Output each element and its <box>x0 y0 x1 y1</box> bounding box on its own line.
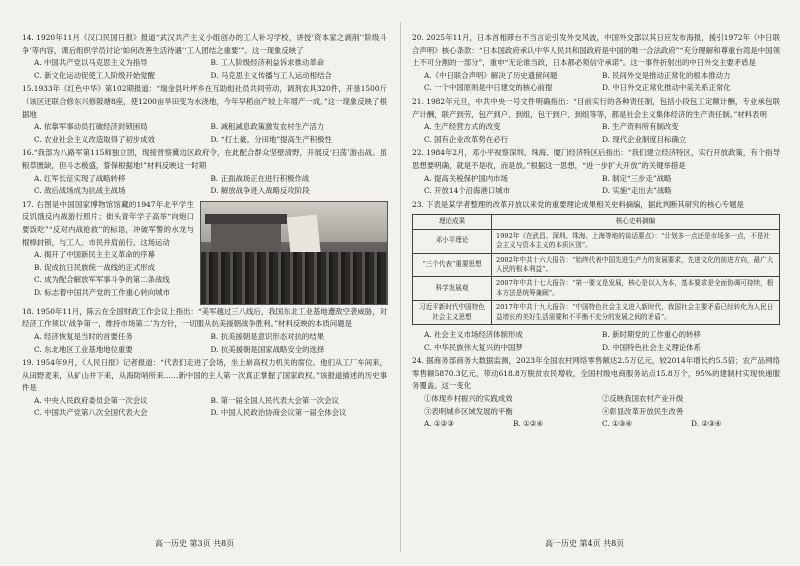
option-a: A. 经济恢复是当时的首要任务 <box>34 331 133 341</box>
table-cell: 习近平新时代中国特色社会主义思想 <box>413 301 492 325</box>
option-c: C. 新文化运动促使工人阶级开始觉醒 <box>34 70 155 80</box>
page-footer-left: 高一历史 第3页 共8页 <box>155 539 235 548</box>
left-page <box>22 32 387 421</box>
question-stem: 19. 1954年9月，《人民日报》记者报道：“代表们走进了会场，坐上崭高权力机关的席位。他们从工厂车间来，从田野麦来，从矿山井下来，从海防哨所来……新中国的主人第一次真正掌握了国家政权。”该报道描述的历史事件是 <box>22 358 387 393</box>
question-stem: 18. 1950年11月，陈云在全国财政工作会议上指出：“美军越过三八线后，我国东北工业基地遭敌空袭威胁，对经济工作须以‘战争第一，维持市场第二’为方针，一切服从抗美援朝战争胜利。”材料反映的本质问题是 <box>22 306 387 329</box>
question-stem: 15.1933年《红色中华》第102期报道：“瑞金县叶坪乡在互助组社员共同劳动，调剂农具320件，开垦1500斤（该区还联合修东兴修陂塘8座，使1200亩旱田变为水浇地，今年早稻亩产较上年增产一成。”这一现象反映了根据地 <box>22 84 387 119</box>
option-b: B. 新时期党的工作重心的转移 <box>602 329 701 339</box>
statement-1: ①体现乡村振兴的实践成效 <box>424 393 513 403</box>
statement-3: ③表明城乡区域发展的平衡 <box>424 406 513 416</box>
option-d: D. 标志着中国共产党的工作重心转向城市 <box>34 287 171 297</box>
option-b: B. 生产资料所有制改变 <box>602 122 679 132</box>
table-cell: 邓小平理论 <box>413 229 492 253</box>
options <box>412 418 780 431</box>
option-b: B. 抗美援朝是意识形态对抗的结果 <box>210 331 325 341</box>
options <box>22 173 387 198</box>
question-stem: 22. 1984年2月，邓小平视察深圳、珠海、厦门经济特区后指出：“我们建立经济特区，实行开放政策，有个指导思想要明确，就是不是收，而是放。”根据这一思想，“进一步扩大开放”的关键举措是 <box>412 148 780 170</box>
options <box>22 121 387 146</box>
question-stem: 23. 下表是某学者整理的改革开放以来党的重要理论成果相关史料摘编，据此判断其研究的核心专题是 <box>412 199 744 209</box>
question-24 <box>412 355 780 431</box>
option-a: A. 红军长征实现了战略转移 <box>34 173 126 183</box>
table-row <box>413 301 780 325</box>
table-cell: 2017年中共十九大报告：“中国特色社会主义进入新时代，我国社会主要矛盾已经转化为人民日益增长的美好生活需要和不平衡不充分的发展之间的矛盾”。 <box>492 301 780 325</box>
option-d: D. 马克思主义传播与工人运动相结合 <box>210 70 332 80</box>
options <box>412 173 780 198</box>
table-cell: 2007年中共十七大报告：“第一要义是发展，核心是以人为本，基本要求是全面协调可持续，根本方法是统筹兼顾”。 <box>492 277 780 301</box>
options <box>22 395 387 420</box>
options <box>22 57 387 82</box>
question-stem: 16.“我部为八路军第115师独立团，现接晋察冀边区政府令，在此配合群众坚壁清野，开展反‘扫荡’游击战。虽粮草匮缺，但斗志极盛，誓保根据地!”材料反映这一时期 <box>22 148 387 170</box>
table-header: 理论成果 <box>413 215 492 229</box>
option-b: B. 民间外交是推动正常化的根本推动力 <box>602 70 731 80</box>
statement-4: ④彰显改革开放民生改善 <box>602 406 684 416</box>
table-header: 核心史料摘编 <box>492 215 780 229</box>
statement-2: ②反映我国农村产业升级 <box>602 393 684 403</box>
question-16 <box>22 147 387 197</box>
option-b: B. 工人阶级经济利益诉求推动革命 <box>210 58 325 68</box>
right-page <box>412 32 780 432</box>
question-stem: 21. 1982年元旦，中共中央一号文件明确指出：“目前实行的各种责任制，包括小段包工定额计酬，专业承包联产计酬，联产到劳，包产到户、到组，包干到户、到组等等，都是社会主义集体经济的生产责任制。”材料表明 <box>412 96 780 119</box>
options <box>22 331 387 356</box>
option-c: C. 国有企业改革势在必行 <box>424 134 508 144</box>
option-c: C. 农业社会主义改造取得了初步成效 <box>34 134 155 144</box>
option-a: A. 中国共产党以马克思主义为指导 <box>34 58 148 68</box>
option-d: D. 中国人民政治协商会议第一届全体会议 <box>210 408 347 418</box>
table-cell: 2002年中共十六大报告：“始终代表中国先进生产力的发展要求，先进文化的前进方向，最广大人民的根本利益”。 <box>492 253 780 277</box>
question-18 <box>22 306 387 356</box>
table-row <box>413 229 780 253</box>
table-row <box>413 277 780 301</box>
question-14 <box>22 32 387 82</box>
option-c: C. 开放14个沿海港口城市 <box>424 186 511 196</box>
option-d: D. ②③④ <box>691 419 722 429</box>
page-divider <box>400 22 401 552</box>
option-b: B. 第一届全国人民代表大会第一次会议 <box>210 395 339 405</box>
option-a: A. ①②③ <box>424 419 454 429</box>
options <box>412 70 780 95</box>
source-table <box>412 214 780 325</box>
option-a: A. 生产经营方式的改变 <box>424 122 501 132</box>
question-15 <box>22 83 387 146</box>
page-footer-right: 高一历史 第4页 共8页 <box>545 539 625 548</box>
option-d: D. 中国特色社会主义理论体系 <box>602 342 702 352</box>
question-stem: 20. 2025年11月，日本首相滞台不当言论引发外交风波，中国外交部以其日应发布海报，援引1972年《中日联合声明》核心条款：“日本国政府承认中华人民共和国政府是中国的唯一合法政府”“充分理解和尊重台湾是中国领土不可分割的一部分”，重申“无论谁当政，日本都必须信守承诺”。这一事件折射出的中日外交主要矛盾是 <box>412 33 780 68</box>
question-stem: 14. 1920年11月《汉口民国日报》报道“武汉共产主义小组创办的工人补习学校，讲授‘资本家之剥削’‘阶级斗争’等内容，课后组织学员讨论‘如何改善生活待遇’‘工人团结之重要’”。这一现象反映了 <box>22 33 387 55</box>
option-d: D. 实施“走出去”战略 <box>602 186 672 196</box>
option-c: C. 成为配合解放军军事斗争的第二条战线 <box>34 275 170 285</box>
table-cell: 1992年《在武昌、深圳、珠海、上海等地的谈话要点》：“计划多一点还是市场多一点，不是社会主义与资本主义的本质区别”。 <box>492 229 780 253</box>
option-c: C. 中国共产党第八次全国代表大会 <box>34 408 148 418</box>
option-d: D. 中日外交正常化推动中美关系正常化 <box>602 83 731 93</box>
options <box>412 329 780 354</box>
option-a: A. 中央人民政府委员会第一次会议 <box>34 395 148 405</box>
options <box>412 121 780 146</box>
question-19 <box>22 357 387 420</box>
question-stem: 24. 据商务部商务大数据监测，2023年全国农村网络零售额达2.5万亿元，较2014年增长约5.5倍；农产品网络零售额5870.3亿元，带动618.8万脱贫农民增收，全国村级电商服务站点15.8万个，95%的建制村实现快递服务覆盖。这一变化 <box>412 356 780 391</box>
option-d: D. 解放战争进入战略反攻阶段 <box>210 186 310 196</box>
statements <box>412 393 780 418</box>
option-c: C. 中华民族伟大复兴的中国梦 <box>424 342 523 352</box>
question-17 <box>22 199 387 305</box>
question-20 <box>412 32 780 95</box>
option-c: C. 一个中国原则是中日建交的核心前提 <box>424 83 553 93</box>
option-a: A. 依靠军事动员打破经济封锁困局 <box>34 122 148 132</box>
option-c: C. 东北地区工业基地地位重要 <box>34 344 133 354</box>
option-b: B. 促成抗日民族统一战线的正式形成 <box>34 262 155 272</box>
option-c: C. 敌后战场成为抗战主战场 <box>34 186 126 196</box>
option-a: A. 社会主义市场经济体制形成 <box>424 329 523 339</box>
option-d: D. “打土豪，分田地”提高生产积极性 <box>210 134 332 144</box>
table-cell: 科学发展观 <box>413 277 492 301</box>
option-b: B. 制定“三步走”战略 <box>602 173 672 183</box>
question-22 <box>412 147 780 197</box>
option-b: B. 减租减息政策激发农村生产活力 <box>210 122 325 132</box>
option-c: C. ①③④ <box>602 419 632 429</box>
protest-photo <box>200 201 388 305</box>
table-cell: “三个代表”重要思想 <box>413 253 492 277</box>
option-a: A.《中日联合声明》解决了历史遗留问题 <box>424 70 558 80</box>
option-d: D. 现代企业制度目标确立 <box>602 134 687 144</box>
option-a: A. 揭开了中国新民主主义革命的序幕 <box>34 250 155 260</box>
option-b: B. ①②④ <box>513 419 544 429</box>
option-d: D. 抗美援朝是国家战略安全的选择 <box>210 344 325 354</box>
question-23 <box>412 199 780 354</box>
question-stem: 17. 右图是中国国家博物馆馆藏的1947年北平学生反饥饿反内战游行照片；街头青年学子高举“向炮口要饭吃”“反对内战抢救”的标语，冲破军警的水龙与棍棒封锁，与工人、市民并肩前行。这场运动 <box>22 199 194 247</box>
option-a: A. 提高关税保护国内市场 <box>424 173 508 183</box>
option-b: B. 正面战场正在进行积极作战 <box>210 173 310 183</box>
question-21 <box>412 96 780 146</box>
table-row <box>413 253 780 277</box>
